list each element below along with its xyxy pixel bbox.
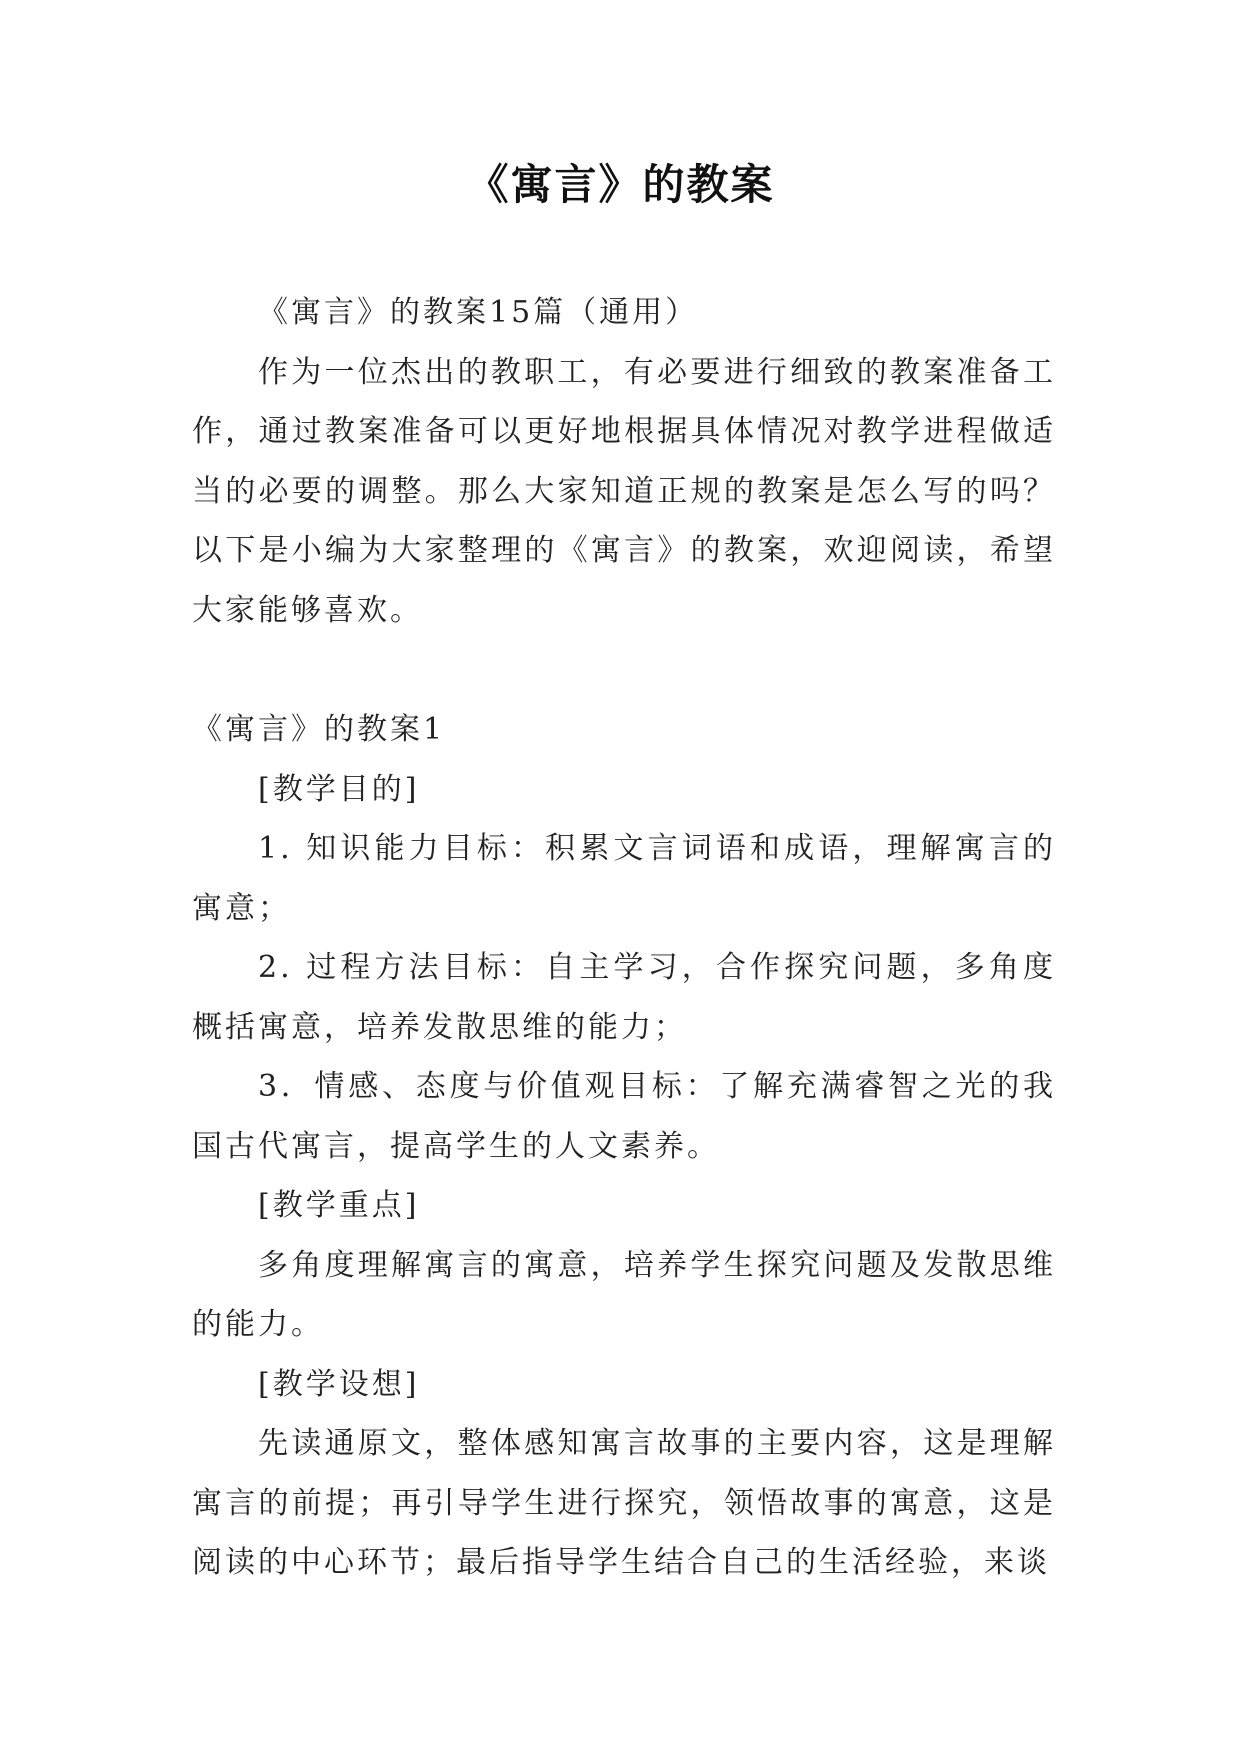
document-body bbox=[192, 283, 1056, 1593]
key-points-paragraph: 多角度理解寓言的寓意，培养学生探究问题及发散思维的能力。 bbox=[192, 1247, 1056, 1342]
section-title: 《寓言》的教案1 bbox=[192, 712, 446, 747]
teaching-plan-paragraph: 先读通原文，整体感知寓言故事的主要内容，这是理解寓言的前提；再引导学生进行探究，领悟故事的寓意，这是阅读的中心环节；最后指导学生结合自己的生活经验，来谈 bbox=[192, 1426, 1056, 1580]
goal-values: 3．情感、态度与价值观目标：了解充满睿智之光的我国古代寓言，提高学生的人文素养。 bbox=[192, 1069, 1056, 1164]
document-subtitle: 《寓言》的教案15篇（通用） bbox=[258, 295, 699, 330]
document-title: 《寓言》的教案 bbox=[466, 160, 775, 209]
section-spacer bbox=[192, 640, 1056, 700]
heading-key-points: [教学重点] bbox=[258, 1188, 420, 1223]
goal-process: 2. 过程方法目标：自主学习，合作探究问题，多角度概括寓意，培养发散思维的能力； bbox=[192, 950, 1056, 1045]
goal-knowledge: 1. 知识能力目标：积累文言词语和成语，理解寓言的寓意； bbox=[192, 831, 1056, 926]
heading-teaching-plan: [教学设想] bbox=[258, 1366, 420, 1402]
intro-paragraph: 作为一位杰出的教职工，有必要进行细致的教案准备工作，通过教案准备可以更好地根据具体情况对教学进程做适当的必要的调整。那么大家知道正规的教案是怎么写的吗？以下是小编为大家整理的《寓言》的教案，欢迎阅读，希望大家能够喜欢。 bbox=[192, 354, 1056, 628]
heading-teaching-goals: [教学目的] bbox=[258, 771, 420, 807]
